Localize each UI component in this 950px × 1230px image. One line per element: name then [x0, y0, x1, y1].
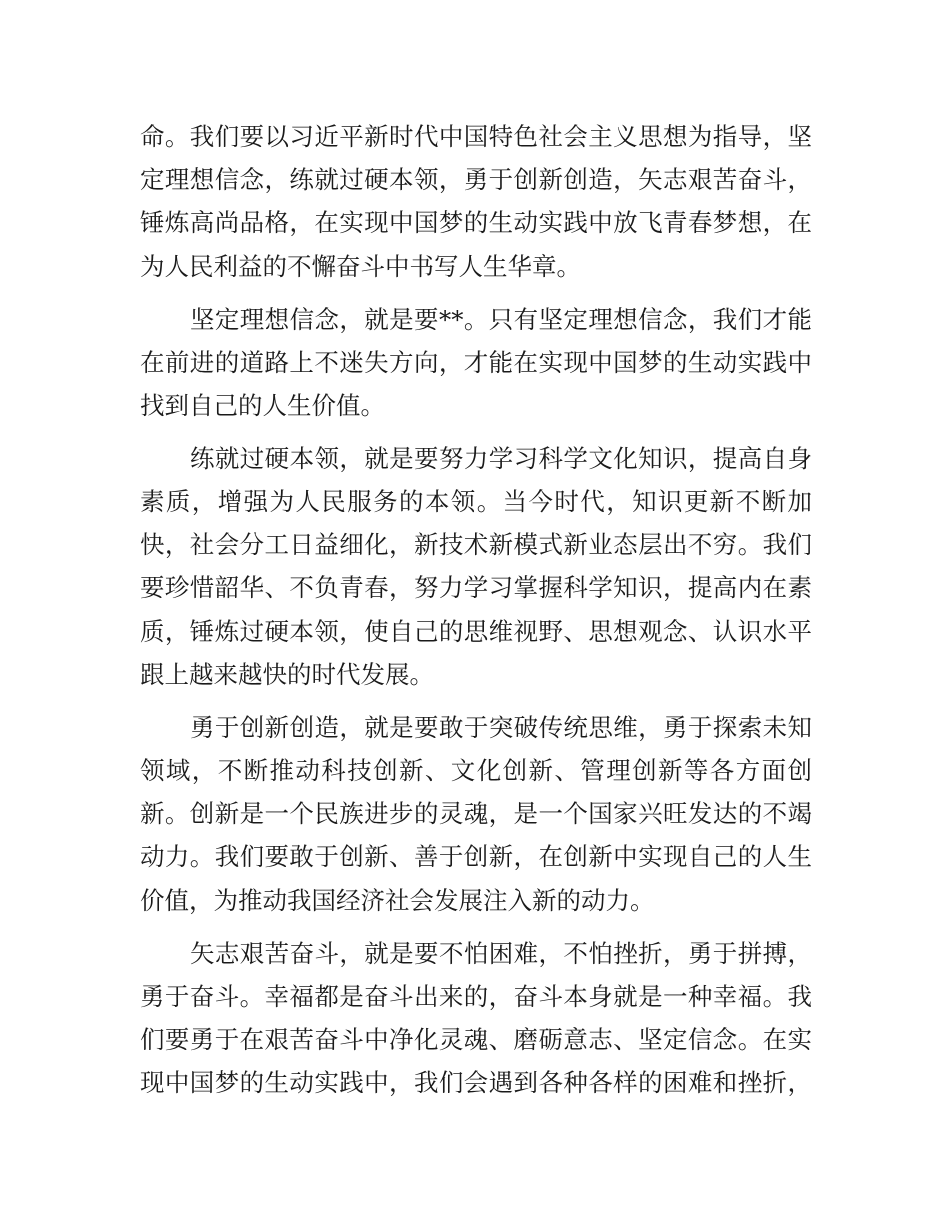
- text-line: 勇于创新创造，就是要敢于突破传统思维，勇于探索未知: [190, 712, 812, 742]
- text-line: 定理想信念，练就过硬本领，勇于创新创造，矢志艰苦奋斗，: [140, 165, 812, 195]
- text-line: 快，社会分工日益细化，新技术新模式新业态层出不穷。我们: [140, 530, 812, 560]
- text-line: 在前进的道路上不迷失方向，才能在实现中国梦的生动实践中: [140, 347, 812, 377]
- text-line: 新。创新是一个民族进步的灵魂，是一个国家兴旺发达的不竭: [140, 799, 812, 829]
- text-line: 为人民利益的不懈奋斗中书写人生华章。: [140, 251, 581, 281]
- paragraph-5: [140, 932, 812, 1105]
- text-line: 矢志艰苦奋斗，就是要不怕困难，不怕挫折，勇于拼搏，: [190, 938, 812, 968]
- text-line: 命。我们要以习近平新时代中国特色社会主义思想为指导，坚: [140, 122, 812, 151]
- text-line: 练就过硬本领，就是要努力学习科学文化知识，提高自身: [190, 443, 812, 473]
- text-line: 质，锤炼过硬本领，使自己的思维视野、思想观念、认识水平: [140, 616, 812, 646]
- text-line: 找到自己的人生价值。: [140, 390, 385, 420]
- text-line: 坚定理想信念，就是要**。只有坚定理想信念，我们才能: [190, 304, 812, 334]
- paragraph-2: [140, 298, 812, 428]
- text-line: 锤炼高尚品格，在实现中国梦的生动实践中放飞青春梦想，在: [140, 208, 812, 238]
- paragraph-1: [140, 115, 812, 288]
- text-line: 领域，不断推动科技创新、文化创新、管理创新等各方面创: [140, 756, 812, 786]
- text-line: 素质，增强为人民服务的本领。当今时代，知识更新不断加: [140, 487, 812, 517]
- paragraph-4: [140, 706, 812, 922]
- text-line: 要珍惜韶华、不负青春，努力学习掌握科学知识，提高内在素: [140, 573, 812, 603]
- document-body: [140, 115, 812, 1114]
- text-line: 勇于奋斗。幸福都是奋斗出来的，奋斗本身就是一种幸福。我: [140, 981, 812, 1011]
- text-line: 现中国梦的生动实践中，我们会遇到各种各样的困难和挫折，: [140, 1068, 812, 1098]
- text-line: 们要勇于在艰苦奋斗中净化灵魂、磨砺意志、坚定信念。在实: [140, 1024, 812, 1054]
- text-line: 动力。我们要敢于创新、善于创新，在创新中实现自己的人生: [140, 842, 812, 872]
- text-line: 价值，为推动我国经济社会发展注入新的动力。: [140, 885, 655, 915]
- text-line: 跟上越来越快的时代发展。: [140, 659, 434, 689]
- paragraph-3: [140, 437, 812, 696]
